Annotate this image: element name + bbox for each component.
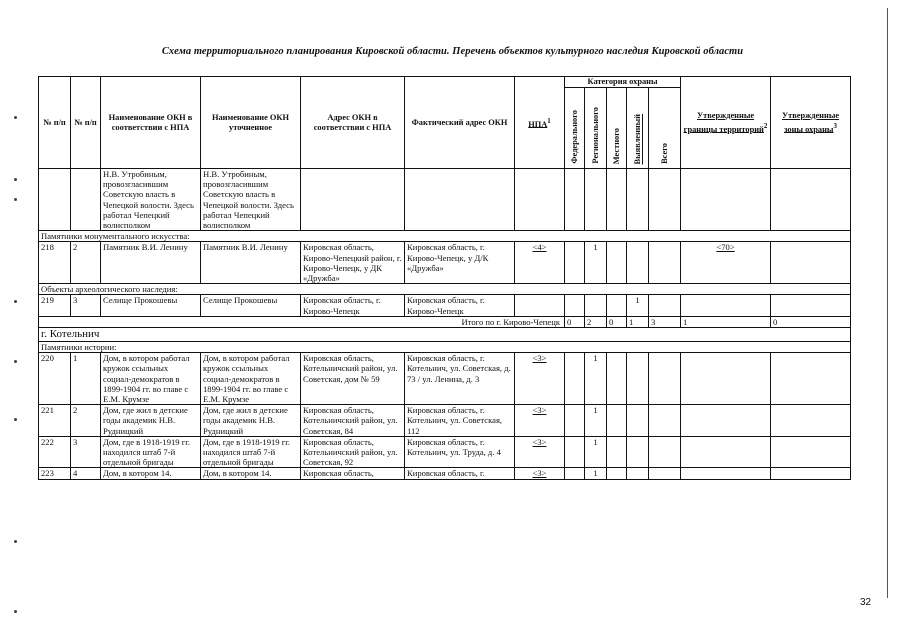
cell-num: 221 [39, 405, 71, 437]
table-row [39, 353, 851, 405]
page-title: Схема территориального планирования Кировской области. Перечень объектов культурного наследия Кировской области [161, 46, 744, 57]
header-name-refined: Наименование ОКН уточненное [201, 77, 301, 169]
header-cat-identified: Выявленный [627, 88, 649, 169]
cell-name-refined: Селище Прокошевы [201, 295, 301, 316]
header-num-sub: № п/п [71, 77, 101, 169]
city-heading: г. Котельнич [39, 328, 851, 342]
cell-name: Памятник В.И. Ленину [101, 242, 201, 284]
cell-address-actual: Кировская область, г. Котельнич, ул. Советская, 112 [405, 405, 515, 437]
cell-npa: <4> [515, 242, 565, 284]
cell-name-refined: Дом, где жил в детские годы академик Н.В. Рудницкий [201, 405, 301, 437]
cell-address: Кировская область, Котельничский район, ул. Советская, 92 [301, 436, 405, 468]
cell-npa: <3> [515, 405, 565, 437]
page-number: 32 [860, 597, 872, 608]
cell-npa: <3> [515, 353, 565, 405]
cell-num: 220 [39, 353, 71, 405]
total-regional: 2 [585, 316, 607, 327]
cell-num-sub: 1 [71, 353, 101, 405]
cell-name: Дом, где в 1918-1919 гг. находился штаб 7-й отдельной бригады [101, 436, 201, 468]
cell-address: Кировская область, Котельничский район, ул. Советская, дом № 59 [301, 353, 405, 405]
total-federal: 0 [565, 316, 585, 327]
cell-name-refined: Дом, в котором работал кружок ссыльных социал-демократов в 1899-1904 гг. во главе с Е.М. Крумзе [201, 353, 301, 405]
cell-num-sub: 2 [71, 242, 101, 284]
cell-name-refined: Н.В. Утробиным, провозгласившим Советскую власть в Чепецкой волости. Здесь работал Чепецкий волисполком [201, 169, 301, 231]
cell-num-sub: 3 [71, 436, 101, 468]
total-label: Итого по г. Кирово-Чепецк [39, 316, 565, 327]
header-cat-total: Всего [649, 88, 681, 169]
header-cat-federal: Федерального [565, 88, 585, 169]
header-name-npa: Наименование ОКН в соответствии с НПА [101, 77, 201, 169]
header-cat-regional: Регионального [585, 88, 607, 169]
cell-name-refined: Дом, где в 1918-1919 гг. находился штаб 7-й отдельной бригады [201, 436, 301, 468]
total-row [39, 316, 851, 327]
cell-name: Дом, где жил в детские годы академик Н.В. Рудницкий [101, 405, 201, 437]
cell-num: 218 [39, 242, 71, 284]
total-borders: 1 [681, 316, 771, 327]
scan-edge-rule [887, 8, 888, 598]
table-row [39, 436, 851, 468]
cell-address-actual: Кировская область, г. [405, 468, 515, 479]
cell-regional: 1 [585, 353, 607, 405]
total-all: 3 [649, 316, 681, 327]
table-row [39, 169, 851, 231]
cell-regional: 1 [585, 436, 607, 468]
cell-name: Дом, в котором работал кружок ссыльных социал-демократов в 1899-1904 гг. во главе с Е.М. Крумзе [101, 353, 201, 405]
cell-num: 219 [39, 295, 71, 316]
header-row [39, 77, 851, 88]
section-heading: Памятники монументального искусства: [39, 231, 851, 242]
header-address-actual: Фактический адрес ОКН [405, 77, 515, 169]
cell-regional: 1 [585, 405, 607, 437]
cell-address-actual: Кировская область, г. Кирово-Чепецк [405, 295, 515, 316]
section-heading: Памятники истории: [39, 342, 851, 353]
header-num: № п/п [39, 77, 71, 169]
cell-name-refined: Дом, в котором 14. [201, 468, 301, 479]
cell-address-actual: Кировская область, г. Кирово-Чепецк, у Д/К «Дружба» [405, 242, 515, 284]
cell-borders: <70> [681, 242, 771, 284]
table-row [39, 242, 851, 284]
header-cat-local: Местного [607, 88, 627, 169]
cell-address: Кировская область, Кирово-Чепецкий район, г. Кирово-Чепецк, у ДК «Дружба» [301, 242, 405, 284]
cell-npa: <3> [515, 436, 565, 468]
cell-address-actual: Кировская область, г. Котельнич, ул. Советская, д. 73 / ул. Ленина, д. 3 [405, 353, 515, 405]
header-category: Категория охраны [565, 77, 681, 88]
cell-address: Кировская область, г. Кирово-Чепецк [301, 295, 405, 316]
header-address-npa: Адрес ОКН в соответствии с НПА [301, 77, 405, 169]
header-npa: НПА$^1$ [515, 77, 565, 169]
cell-address: Кировская область, Котельничский район, ул. Советская, 84 [301, 405, 405, 437]
cell-address-actual: Кировская область, г. Котельнич, ул. Труда, д. 4 [405, 436, 515, 468]
cell-name: Н.В. Утробиным, провозгласившим Советскую власть в Чепецкой волости. Здесь работал Чепецкий волисполком [101, 169, 201, 231]
cell-num-sub: 2 [71, 405, 101, 437]
section-heading: Объекты археологического наследия: [39, 284, 851, 295]
table-row [39, 405, 851, 437]
total-local: 0 [607, 316, 627, 327]
heritage-table [38, 76, 851, 480]
cell-name: Дом, в котором 14. [101, 468, 201, 479]
header-borders: Утвержденные границы территорий$^2$ [681, 77, 771, 169]
total-zones: 0 [771, 316, 851, 327]
cell-address: Кировская область, [301, 468, 405, 479]
cell-identified: 1 [627, 295, 649, 316]
cell-num-sub: 4 [71, 468, 101, 479]
cell-num-sub: 3 [71, 295, 101, 316]
cell-name: Селище Прокошевы [101, 295, 201, 316]
cell-num: 222 [39, 436, 71, 468]
table-row [39, 295, 851, 316]
total-identified: 1 [627, 316, 649, 327]
cell-regional: 1 [585, 242, 607, 284]
cell-name-refined: Памятник В.И. Ленину [201, 242, 301, 284]
cell-npa: <3> [515, 468, 565, 479]
cell-regional: 1 [585, 468, 607, 479]
table-row [39, 468, 851, 479]
cell-num: 223 [39, 468, 71, 479]
header-zones: Утвержденные зоны охраны$^3$ [771, 77, 851, 169]
